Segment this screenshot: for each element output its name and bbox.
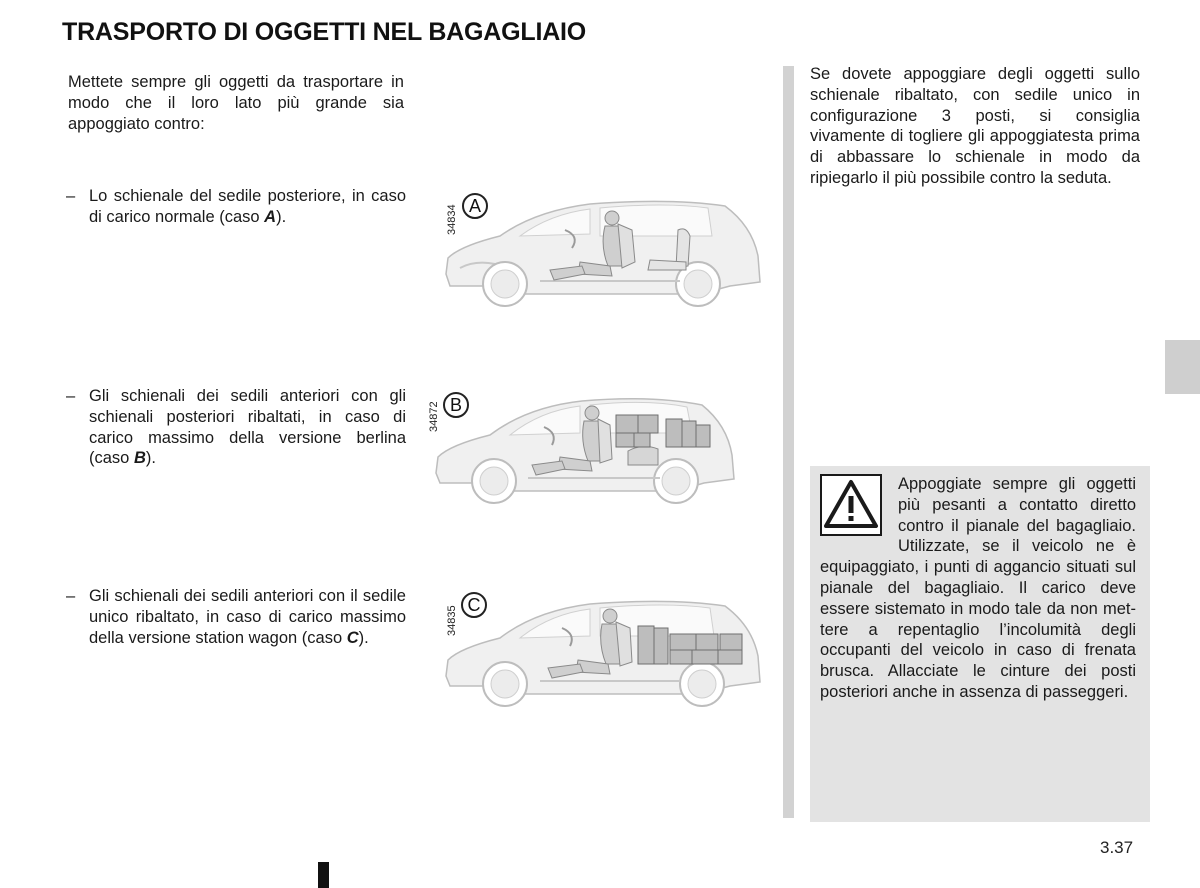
car-illustration-c [440, 596, 770, 711]
list-item-text: Gli schienali dei sedili anteriori con gli schienali posteriori ribaltati, in caso di carico massimo della versione berlina (caso B). [89, 387, 406, 468]
list-item-text: Lo schienale del sedile posteriore, in caso di carico normale (caso A). [89, 187, 406, 226]
column-divider [783, 66, 794, 818]
warning-triangle-icon [820, 474, 890, 550]
figure-code: 34834 [446, 204, 458, 235]
list-dash: – [66, 587, 76, 605]
figure-letter: B [443, 392, 469, 418]
case-letter: A [264, 207, 277, 226]
intro-paragraph: Mettete sempre gli oggetti da trasportare in modo che il loro lato più grande sia appoggiato contro: [68, 73, 404, 133]
case-letter: C [346, 628, 359, 647]
right-paragraph: Se dovete appoggiare degli oggetti sullo schienale ribaltato, con sedile unico in configurazione 3 posti, si consiglia vivamente di togliere gli appoggiatesta prima di abbassare lo schienale in modo da ripiegarlo il più possibile contro la seduta. [810, 65, 1140, 187]
warning-box [810, 466, 1150, 822]
car-illustration-b [432, 393, 742, 508]
warning-text: Appoggiate sempre gli oggetti più pesanti a contatto diretto contro il pianale del bagagliaio. Utilizzate, se il veicolo ne è equipaggiato, i punti di aggancio situati sul pianale del bagagliaio. Il carico deve essere sistemato in modo tale da non mettere a repentaglio l’incolumità degli occupanti del veicolo in caso di frenata brusca. Allacciate le cinture dei posti posteriori anche in assenza di passeggeri. [820, 475, 1136, 701]
figure-code: 34835 [446, 605, 458, 636]
list-dash: – [66, 187, 76, 205]
figure-letter: C [461, 592, 487, 618]
figure-letter: A [462, 193, 488, 219]
list-item-text: Gli schienali dei sedili anteriori con il sedile unico ribaltato, in caso di carico massimo della versione station wagon (caso C). [89, 587, 406, 647]
print-mark [318, 862, 329, 888]
chapter-tab [1165, 340, 1200, 394]
list-dash: – [66, 387, 76, 405]
case-letter: B [133, 449, 146, 468]
page-number: 3.37 [1100, 838, 1134, 857]
figure-code: 34872 [428, 401, 440, 432]
page-title: TRASPORTO DI OGGETTI NEL BAGAGLIAIO [62, 18, 587, 46]
car-illustration-a [440, 196, 770, 311]
warning-content [820, 474, 1136, 703]
